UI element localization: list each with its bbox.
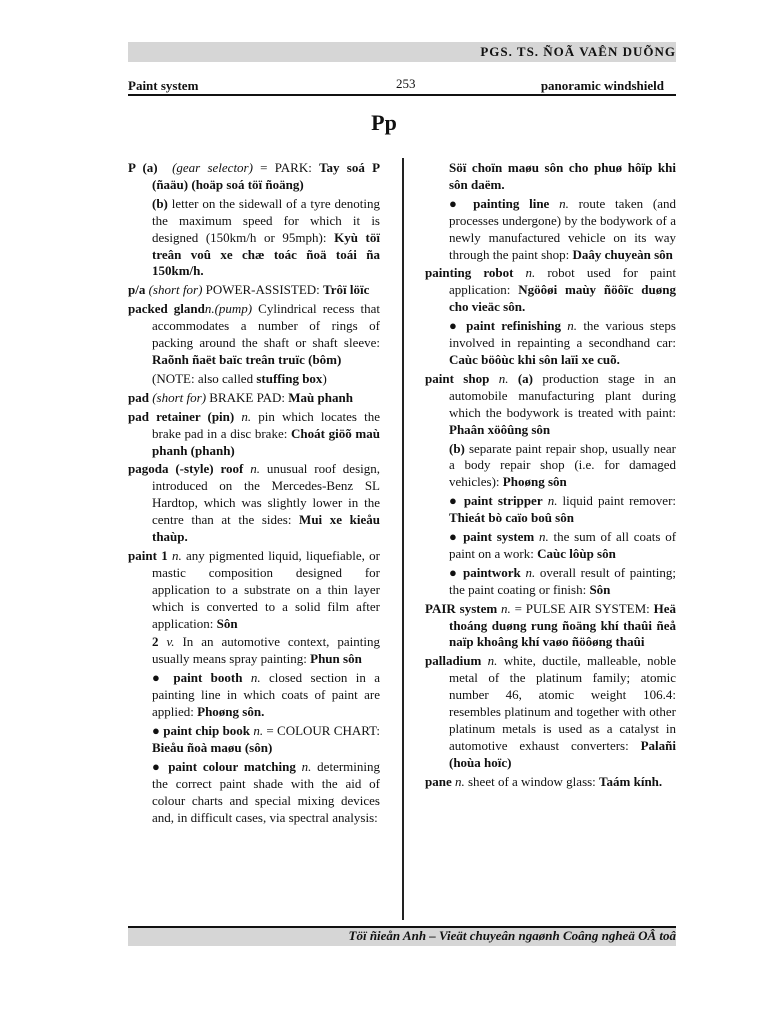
entry-pa: p/a (short for) POWER-ASSISTED: Trôï löïc bbox=[128, 282, 370, 298]
bullet-icon: ● bbox=[152, 670, 165, 686]
footer-title: Töï ñieån Anh – Vieät chuyeân ngaønh Coâng ngheä OÂ toâ bbox=[348, 928, 676, 943]
right-column bbox=[425, 160, 676, 793]
entry-painting-line: ● painting line n. route taken (and processes undergone) by the bodywork of a newly manufactured vehicle on its way through the paint shop: Daây chuyeàn sôn bbox=[449, 195, 677, 262]
bullet-icon: ● bbox=[449, 318, 460, 334]
entry-paint-refinishing: ● paint refinishing n. the various steps involved in repainting a secondhand car: Caùc böôùc khi sôn laïi xe cuõ. bbox=[449, 318, 676, 367]
running-header bbox=[128, 76, 676, 96]
last-term: panoramic windshield bbox=[540, 78, 664, 93]
entry-paint-2: 2 v. In an automotive context, painting usually means spray painting: Phun sôn bbox=[152, 634, 380, 667]
entry-p-b: (b) letter on the sidewall of a tyre denoting the maximum speed for which it is designed (150km/h or 95mph): Kyù töï treân voû xe chæ toác ñoä toái ña 150km/h. bbox=[152, 195, 380, 279]
column-divider bbox=[402, 158, 404, 920]
bullet-icon: ● bbox=[449, 493, 459, 509]
entry-paint-chip-book: ● paint chip book n. = COLOUR CHART: Bieåu ñoà maøu (sôn) bbox=[152, 723, 381, 755]
entry-paint-shop-b: (b) separate paint repair shop, usually near a body repair shop (i.e. for damaged vehicles): Phoøng sôn bbox=[449, 440, 676, 490]
entry-pair-system: PAIR system n. = PULSE AIR SYSTEM: Heä thoáng duøng rung ñoäng khí thaûi ñeå naïp khoâng khí vaøo ñöôøng thaûi bbox=[425, 600, 677, 650]
page-number: 253 bbox=[396, 76, 416, 91]
bullet-icon: ● bbox=[449, 529, 459, 545]
entry-p-a: P (a) (gear selector) = PARK: Tay soá P (ñaäu) (hoäp soá töï ñoäng) bbox=[128, 160, 381, 192]
bullet-icon: ● bbox=[152, 723, 160, 738]
entry-painting-robot: painting robot n. robot used for paint application: Ngöôøi maùy ñöôïc duøng cho vieäc sôn. bbox=[425, 265, 677, 315]
entry-pane: pane n. sheet of a window glass: Taám kính. bbox=[425, 773, 663, 789]
entry-paint-shop: paint shop n. (a) production stage in an automobile manufacturing plant during which the bodywork is treated with paint: Phaân xöôûng sôn bbox=[425, 370, 676, 437]
bullet-icon: ● bbox=[449, 195, 464, 211]
entry-pad-retainer: pad retainer (pin) n. pin which locates the brake pad in a disc brake: Choát giöõ maù phanh (phanh) bbox=[128, 408, 380, 458]
bullet-icon: ● bbox=[449, 564, 459, 580]
entry-paintwork: ● paintwork n. overall result of painting; the paint coating or finish: Sôn bbox=[449, 564, 676, 597]
entry-paint-system: ● paint system n. the sum of all coats of paint on a work: Caùc lôùp sôn bbox=[449, 529, 677, 561]
entry-paint-colour-matching: ● paint colour matching n. determining the correct paint shade with the aid of colour charts and special mixing devices and, in difficult cases, via spectral analysis: bbox=[152, 758, 380, 825]
entry-pad: pad (short for) BRAKE PAD: Maù phanh bbox=[128, 389, 353, 405]
left-column bbox=[128, 160, 380, 828]
first-term: Paint system bbox=[128, 78, 199, 93]
entry-pagoda-roof: pagoda (-style) roof n. unusual roof design, introduced on the Mercedes-Benz SL Hardtop, which was slightly lower in the centre than at the sides: Mui xe kieåu thaùp. bbox=[128, 461, 381, 545]
entry-packed-gland-note: (NOTE: also called stuffing box) bbox=[152, 370, 327, 386]
author-name: PGS. TS. ÑOÃ VAÊN DUÕNG bbox=[480, 44, 676, 59]
entry-paint-stripper: ● paint stripper n. liquid paint remover: Thieát bò caïo boû sôn bbox=[449, 493, 677, 526]
entry-paint-colour-matching-cont: Söï choïn maøu sôn cho phuø hôïp khi sôn daëm. bbox=[449, 160, 676, 192]
entry-paint-booth: ● paint booth n. closed section in a painting line in which coats of paint are applied: Phoøng sôn. bbox=[152, 670, 381, 720]
entry-paint-1: paint 1 n. any pigmented liquid, liquefiable, or mastic composition designed for application to a substrate on a thin layer which is converted to a solid film after application: Sôn bbox=[128, 547, 380, 631]
letter-heading: Pp bbox=[371, 110, 397, 135]
entry-palladium: palladium n. white, ductile, malleable, noble metal of the platinum family; atomic number 46, atomic weight 106.4: resembles platinum and together with other platinum metals is used as a catalyst in automotive exhaust converters: Palañi (hoùa hoïc) bbox=[425, 653, 676, 770]
entry-packed-gland: packed glandn.(pump) Cylindrical recess that accommodates a number of rings of packing around the shaft or shaft sleeve: Raõnh ñaët baïc treân truïc (bôm) bbox=[128, 301, 380, 367]
bullet-icon: ● bbox=[152, 758, 163, 774]
